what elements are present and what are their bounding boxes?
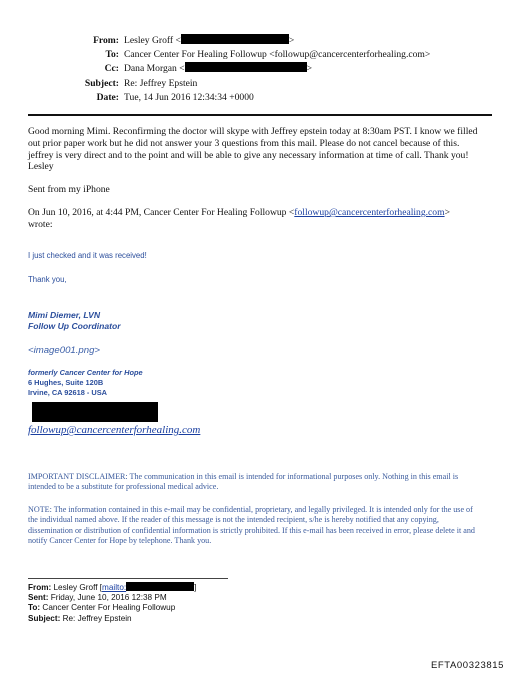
fwd-from-row bbox=[28, 582, 196, 593]
org-name: formerly Cancer Center for Hope bbox=[28, 368, 143, 377]
fwd-subject-value: Re: Jeffrey Epstein bbox=[62, 613, 132, 623]
subject-value: Re: Jeffrey Epstein bbox=[124, 77, 198, 89]
fwd-sent-value: Friday, June 10, 2016 12:38 PM bbox=[50, 593, 167, 603]
signature-name: Mimi Diemer, LVN bbox=[28, 310, 101, 320]
cc-name: Dana Morgan < bbox=[124, 63, 185, 75]
header-cc-row bbox=[0, 62, 512, 76]
quote-email-link[interactable]: followup@cancercenterforhealing.com bbox=[294, 206, 445, 218]
confidentiality-note bbox=[28, 505, 484, 547]
from-value bbox=[124, 34, 294, 48]
header-subject-row bbox=[0, 77, 512, 91]
redaction-box bbox=[126, 582, 197, 592]
fwd-from-value: Lesley Groff [ bbox=[53, 583, 103, 592]
fwd-subject-label: Subject: bbox=[28, 613, 61, 623]
cc-tail: > bbox=[306, 63, 313, 75]
redaction-box bbox=[185, 62, 307, 72]
fwd-from-tail: ] bbox=[194, 583, 197, 592]
cc-value bbox=[124, 62, 312, 76]
fwd-to-row bbox=[28, 603, 196, 613]
redaction-box bbox=[32, 402, 158, 422]
reply-line-1: I just checked and it was received! bbox=[28, 251, 147, 260]
email-header bbox=[0, 34, 512, 105]
fwd-to-label: To: bbox=[28, 603, 41, 613]
date-value: Tue, 14 Jun 2016 12:34:34 +0000 bbox=[124, 91, 254, 103]
important-disclaimer bbox=[28, 472, 484, 493]
signature-title: Follow Up Coordinator bbox=[28, 321, 121, 331]
address-block bbox=[28, 368, 488, 399]
forwarded-divider bbox=[28, 578, 228, 579]
header-from-row bbox=[0, 34, 512, 48]
signature-email bbox=[28, 424, 488, 436]
cc-label: Cc: bbox=[104, 63, 119, 75]
message-body bbox=[28, 126, 484, 231]
redaction-box bbox=[181, 34, 289, 44]
header-to-row bbox=[0, 48, 512, 62]
fwd-to-value: Cancer Center For Healing Followup bbox=[42, 603, 176, 613]
subject-label: Subject: bbox=[84, 77, 119, 89]
fwd-sent-label: Sent: bbox=[28, 593, 49, 603]
forwarded-header bbox=[28, 582, 196, 624]
quote-tail: > bbox=[444, 206, 450, 218]
address-line-2: Irvine, CA 92618 - USA bbox=[28, 388, 108, 398]
fwd-mailto-link[interactable]: mailto: bbox=[102, 583, 127, 592]
quote-intro bbox=[28, 207, 484, 219]
message-paragraph: Good morning Mimi. Reconfirming the doctor will skype with Jeffrey epstein today at 8:30am PST. I know we filled out prior paper work but he did not answer your 3 questions from this mail. Please do not cancel because of this. jeffrey is very direct and to the point and will be able to give any necessary information at time of call. Thank you! Lesley bbox=[28, 126, 478, 173]
signature-block bbox=[28, 310, 488, 332]
header-date-row bbox=[0, 91, 512, 105]
quote-intro-text: On Jun 10, 2016, at 4:44 PM, Cancer Center For Healing Followup < bbox=[28, 206, 295, 218]
reply-line-2: Thank you, bbox=[28, 275, 67, 284]
fwd-from-label: From: bbox=[28, 583, 52, 592]
address-line-1: 6 Hughes, Suite 120B bbox=[28, 378, 104, 388]
sent-from: Sent from my iPhone bbox=[28, 184, 110, 196]
to-value: Cancer Center For Healing Followup <followup@cancercenterforhealing.com> bbox=[124, 49, 431, 61]
confidentiality-note-text: NOTE: The information contained in this e-mail may be confidential, proprietary, and legally privileged. It is intended only for the use of the individual named above. If the reader of this message is not the intended recipient, s/he is hereby notified that any copying, dissemination or distribution of confidential information is strictly prohibited. If this e-mail has been received in error, please delete it and notify Cancer Center for Hope by telephone. Thank you. bbox=[28, 505, 475, 546]
quote-wrote: wrote: bbox=[28, 218, 53, 230]
from-name: Lesley Groff < bbox=[124, 35, 181, 46]
from-tail: > bbox=[288, 35, 295, 46]
date-label: Date: bbox=[96, 91, 119, 103]
important-disclaimer-text: IMPORTANT DISCLAIMER: The communication in this email is intended for informational purposes only. Nothing in this email is intended to be a substitute for professional medical advice. bbox=[28, 472, 459, 492]
from-label: From: bbox=[93, 35, 119, 46]
fwd-subject-row bbox=[28, 614, 196, 624]
image-reference: <image001.png> bbox=[28, 345, 101, 356]
fwd-sent-row bbox=[28, 593, 196, 603]
document-id: EFTA00323815 bbox=[430, 660, 504, 671]
to-label: To: bbox=[105, 49, 119, 61]
header-divider bbox=[28, 114, 492, 116]
signature-email-link[interactable]: followup@cancercenterforhealing.com bbox=[28, 424, 201, 436]
